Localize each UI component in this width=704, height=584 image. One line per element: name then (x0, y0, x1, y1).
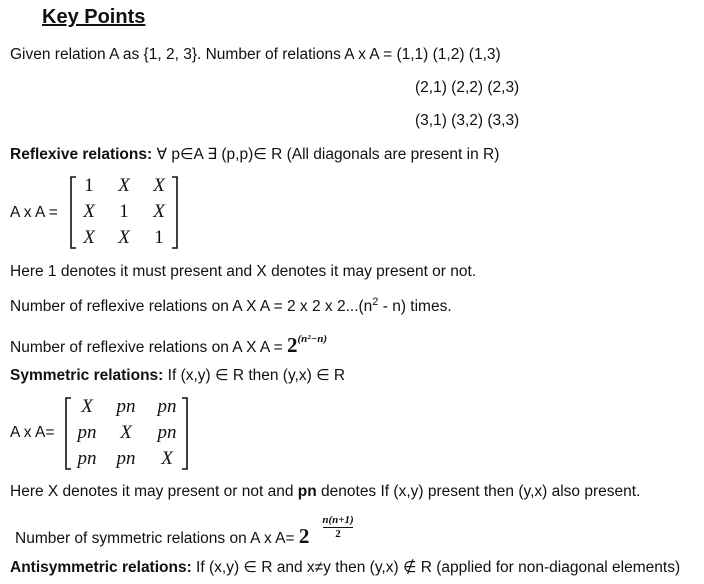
reflexive-definition-text: ∀ p∈A ∃ (p,p)∈ R (All diagonals are present in R) (152, 146, 500, 163)
matrix-cell: X (161, 448, 173, 469)
matrix-cell: pn (77, 422, 97, 443)
matrix-cell: 1 (119, 201, 129, 222)
matrix-cell: 1 (154, 227, 164, 248)
matrix-cell: pn (116, 448, 136, 469)
symmetric-formula (15, 524, 309, 549)
symmetric-matrix (62, 396, 192, 472)
reflexive-count-tail: - n) times. (378, 298, 452, 316)
antisymmetric-heading: Antisymmetric relations: (10, 559, 192, 576)
matrix-cell: pn (157, 422, 177, 443)
reflexive-definition (10, 145, 499, 164)
matrix-cell: X (83, 227, 95, 248)
page-title: Key Points (42, 6, 146, 28)
relation-pairs-row-3: (3,1) (3,2) (3,3) (415, 112, 520, 129)
symmetric-note-post: denotes If (x,y) present then (y,x) also present. (316, 483, 641, 500)
matrix-cell: pn (116, 396, 136, 417)
symmetric-definition (10, 366, 345, 385)
reflexive-matrix (68, 175, 182, 251)
matrix-cell: X (83, 201, 95, 222)
matrix-cell: X (153, 175, 165, 196)
reflexive-formula-text: Number of reflexive relations on A X A = (10, 339, 288, 356)
symmetric-note-pre: Here X denotes it may present or not and (10, 483, 298, 500)
matrix-cell: pn (77, 448, 97, 469)
symmetric-note (10, 483, 640, 501)
symmetric-heading: Symmetric relations: (10, 367, 164, 384)
symmetric-formula-exponent (321, 515, 355, 540)
reflexive-count (10, 296, 452, 316)
symmetric-formula-base: 2 (298, 524, 310, 548)
reflexive-formula-exponent: (n²−n) (297, 333, 328, 345)
exponent-numerator: n(n+1) (322, 514, 354, 526)
matrix-cell: 1 (84, 175, 94, 196)
matrix-cell: pn (157, 396, 177, 417)
reflexive-formula (10, 333, 327, 358)
antisymmetric-definition (10, 558, 680, 577)
matrix-cell: X (81, 396, 93, 417)
reflexive-heading: Reflexive relations: (10, 146, 153, 163)
matrix-cell: X (153, 201, 165, 222)
symmetric-formula-text: Number of symmetric relations on A x A= (15, 530, 299, 547)
matrix-cell: X (118, 175, 130, 196)
matrix-cell: X (118, 227, 130, 248)
given-relation-text: Given relation A as {1, 2, 3}. Number of relations A x A = (1,1) (1,2) (1,3) (10, 46, 501, 63)
symmetric-matrix-label: A x A= (10, 424, 55, 441)
relation-pairs-row-2: (2,1) (2,2) (2,3) (415, 79, 520, 96)
matrix-cell: X (120, 422, 132, 443)
reflexive-count-text: Number of reflexive relations on A X A = 2 x 2 x 2...(n (10, 298, 373, 316)
reflexive-count-sup: 2 (372, 296, 379, 308)
reflexive-matrix-label: A x A = (10, 204, 58, 221)
antisymmetric-definition-text: If (x,y) ∈ R and x≠y then (y,x) ∉ R (applied for non-diagonal elements) (191, 559, 681, 576)
exponent-denominator: 2 (335, 528, 341, 540)
reflexive-formula-base: 2 (287, 333, 298, 357)
symmetric-note-bold: pn (297, 483, 317, 500)
symmetric-definition-text: If (x,y) ∈ R then (y,x) ∈ R (163, 367, 346, 384)
reflexive-note: Here 1 denotes it must present and X denotes it may present or not. (10, 263, 477, 280)
